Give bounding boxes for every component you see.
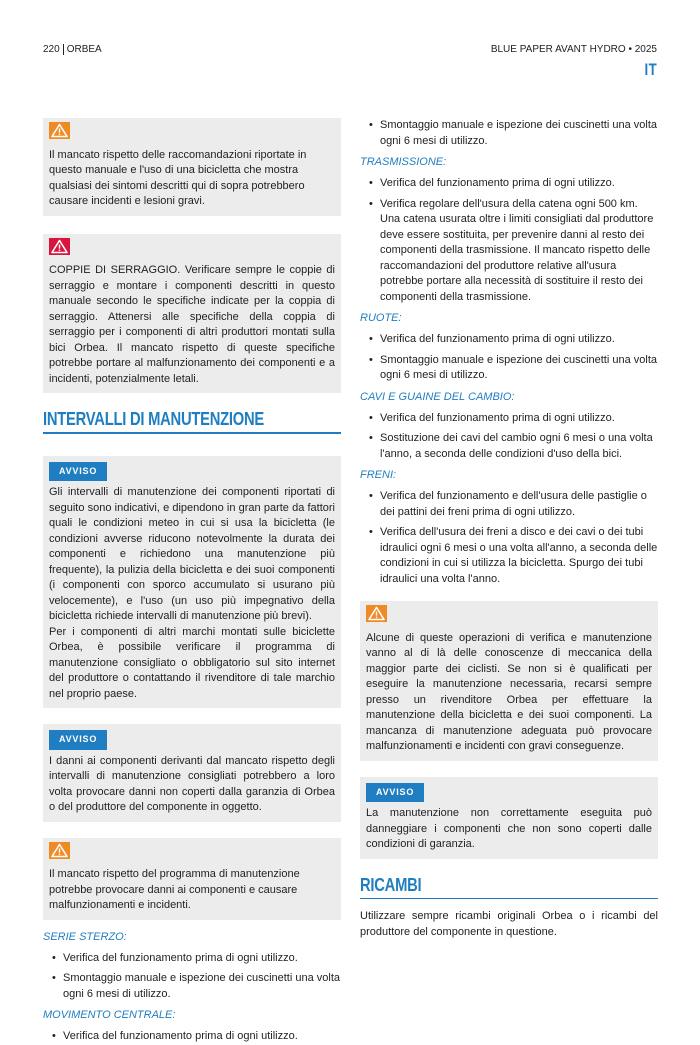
subsection-title: FRENI: xyxy=(360,469,397,481)
notice-box xyxy=(360,777,658,859)
section-title: INTERVALLI DI MANUTENZIONE xyxy=(43,409,265,429)
subsection-title: SERIE STERZO: xyxy=(43,930,127,943)
left-column xyxy=(43,118,341,1045)
list-item: • Verifica regolare dell'usura della catena ogni 500 km. Una catena usurata oltre i limiti consigliati dal produttore deve essere sostituita, per prevenire danni al resto dei componenti della trasmissione. Il mancato rispetto delle raccomandazioni del produttore relative all'usura potrebbe portare alla necessità di sostituire il resto dei componenti della trasmissione. xyxy=(360,197,658,306)
notice-label: AVVISO xyxy=(49,462,107,482)
list-item: • Sostituzione dei cavi del cambio ogni 6 mesi o una volta l'anno, a seconda delle condizioni d'uso della bici. xyxy=(360,431,658,462)
warning-triangle-icon xyxy=(49,842,70,859)
page-number: 220 xyxy=(43,44,60,55)
document-title: BLUE PAPER AVANT HYDRO • 2025 xyxy=(490,44,657,55)
list-item: • Verifica del funzionamento prima di ogni utilizzo. xyxy=(43,951,341,967)
subsection-title: RUOTE: xyxy=(360,312,402,324)
notice-label: AVVISO xyxy=(49,730,107,750)
bullet-list xyxy=(360,118,658,149)
section-rule xyxy=(43,432,341,434)
list-item: • Smontaggio manuale e ispezione dei cuscinetti una volta ogni 6 mesi di utilizzo. xyxy=(360,353,658,384)
danger-triangle-icon xyxy=(49,238,70,255)
warning-text: Alcune di queste operazioni di verifica e manutenzione vanno al di là delle conoscenze di meccanica della maggior parte dei ciclisti. Se non si è qualificati per eseguire la manutenzione necessaria, recarsi sempre presso un rivenditore Orbea per effettuare la manutenzione della bicicletta e dei suoi componenti. La mancanza di manutenzione adeguata può provocare malfunzionamenti e incidenti con gravi conseguenze. xyxy=(366,631,652,752)
subsection-title: TRASMISSIONE: xyxy=(360,156,447,168)
list-item: • Verifica del funzionamento prima di ogni utilizzo. xyxy=(43,1029,341,1045)
bullet-list xyxy=(43,1029,341,1045)
notice-label: AVVISO xyxy=(366,783,424,803)
notice-text: Gli intervalli di manutenzione dei componenti riportati di seguito sono indicativi, e dipendono in gran parte da fattori quali le condizioni meteo in cui si usa la bicicletta (le condizioni avverse riducono notevolmente la durata dei componenti e richiedono una manutenzione più frequente), la pulizia della bicicletta e dei suoi componenti (i componenti con sporco accumulato si usurano più velocemente), e l'uso (un uso più impegnativo della bicicletta richiede intervalli di manutenzione più brevi). xyxy=(49,486,335,622)
warning-text: Il mancato rispetto del programma di manutenzione potrebbe provocare danni ai componenti e causare malfunzionamenti e incidenti. xyxy=(49,868,300,911)
list-item: • Smontaggio manuale e ispezione dei cuscinetti una volta ogni 6 mesi di utilizzo. xyxy=(360,118,658,149)
warning-box xyxy=(360,601,658,761)
notice-box xyxy=(43,456,341,709)
list-item: • Verifica del funzionamento e dell'usura delle pastiglie o dei pattini dei freni prima di ogni utilizzo. xyxy=(360,489,658,520)
header-divider xyxy=(63,44,64,55)
section-heading-ricambi xyxy=(360,875,658,900)
section-heading-manutenzione xyxy=(43,409,341,434)
warning-box xyxy=(43,838,341,920)
list-item: • Verifica del funzionamento prima di ogni utilizzo. xyxy=(360,411,658,427)
page-header-left xyxy=(43,44,102,55)
section-title: RICAMBI xyxy=(360,874,422,895)
bullet-list xyxy=(43,951,341,1003)
language-code: IT xyxy=(644,60,657,79)
brand-name: ORBEA xyxy=(66,44,102,55)
notice-text: La manutenzione non correttamente eseguita può danneggiare i componenti che non sono coperti dalle condizioni di garanzia. xyxy=(366,807,652,850)
warning-triangle-icon xyxy=(49,122,70,139)
warning-triangle-icon xyxy=(366,605,387,622)
section-rule xyxy=(360,898,658,900)
list-item: • Verifica del funzionamento prima di ogni utilizzo. xyxy=(360,176,658,192)
notice-text: Per i componenti di altri marchi montati sulle biciclette Orbea, è possibile verificare il programma di manutenzione consigliato o obbligatorio sul sito internet del produttore o contattando il rivenditore di tale marchio nel proprio paese. xyxy=(49,625,335,700)
notice-text: I danni ai componenti derivanti dal mancato rispetto degli intervalli di manutenzione consigliati potrebbero a loro volta provocare danni non coperti dalla garanzia di Orbea o del produttore del componente in oggetto. xyxy=(49,754,335,813)
list-item: • Verifica del funzionamento prima di ogni utilizzo. xyxy=(360,332,658,348)
subsection-title: CAVI E GUAINE DEL CAMBIO: xyxy=(360,390,515,403)
list-item: • Smontaggio manuale e ispezione dei cuscinetti una volta ogni 6 mesi di utilizzo. xyxy=(43,971,341,1002)
bullet-list xyxy=(360,176,658,305)
ricambi-text: Utilizzare sempre ricambi originali Orbea o i ricambi del produttore del componente in questione. xyxy=(360,910,658,938)
list-item: • Verifica dell'usura dei freni a disco e dei cavi o dei tubi idraulici ogni 6 mesi o una volta all'anno, a seconda delle condizioni in cui si utilizza la bicicletta. Spurgo dei tubi idraulici una volta l'anno. xyxy=(360,525,658,587)
subsection-title: MOVIMENTO CENTRALE: xyxy=(43,1009,176,1021)
bullet-list xyxy=(360,411,658,463)
bullet-list xyxy=(360,332,658,384)
right-column xyxy=(360,118,658,940)
danger-box xyxy=(43,234,341,394)
danger-text: COPPIE DI SERRAGGIO. Verificare sempre le coppie di serraggio e montare i componenti descritti in questo manuale secondo le specifiche indicate per la coppia di serraggio. Attenersi alle specifiche della coppia di serraggio per i componenti di altri produttori montati sulla bici Orbea. Il mancato rispetto di queste specifiche potrebbe portare al malfunzionamento dei componenti e a incidenti, potenzialmente letali. xyxy=(49,264,335,385)
notice-box xyxy=(43,724,341,822)
bullet-list xyxy=(360,489,658,587)
warning-text: Il mancato rispetto delle raccomandazioni riportate in questo manuale e l'uso di una bicicletta che mostra qualsiasi dei sintomi descritti qui di sopra potrebbero causare incidenti e lesioni gravi. xyxy=(49,148,307,207)
warning-box xyxy=(43,118,341,216)
